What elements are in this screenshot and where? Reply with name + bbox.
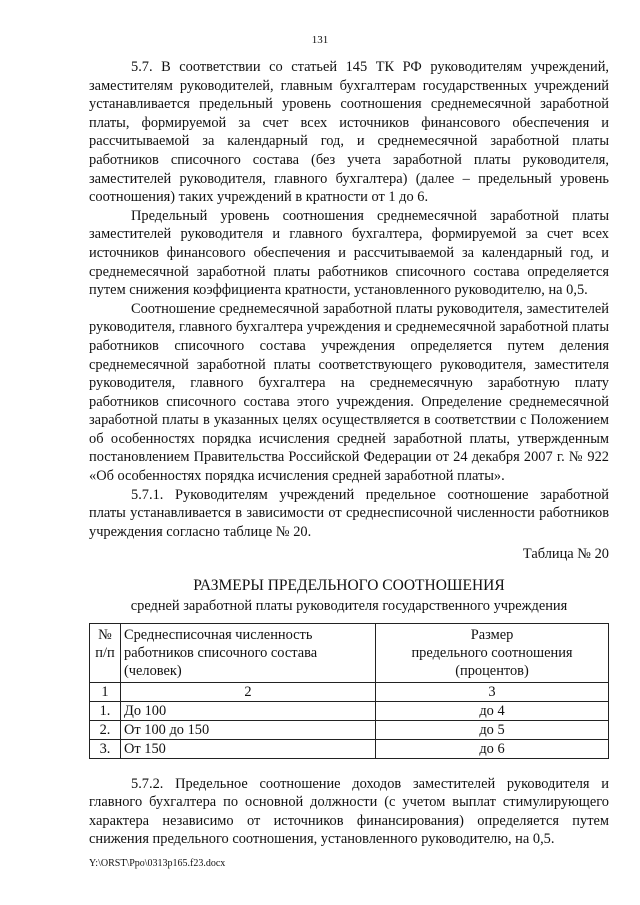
table-index-row [90, 682, 609, 701]
header-num: № п/п [90, 623, 121, 682]
footer-file-path: Y:\ORST\Ppo\0313p165.f23.docx [89, 858, 226, 869]
paragraph-5-7-1: 5.7.1. Руководителям учреждений предельное соотношение заработной платы устанавливается в зависимости от среднесписочной численности работников учреждения согласно таблице № 20. [89, 486, 609, 540]
table-row [90, 701, 609, 720]
paragraph-deputy-ratio: Предельный уровень соотношения среднемесячной заработной платы заместителей руководителя и главного бухгалтера, формируемой за счет всех источников финансового обеспечения и рассчитываемой за календарный год, и среднемесячной заработной платы работников списочного состава определяется путем снижения коэффициента кратности, установленного руководителю, на 0,5. [89, 207, 609, 299]
index-cell: 1 [90, 682, 121, 701]
index-cell: 2 [121, 682, 376, 701]
paragraph-5-7: 5.7. В соответствии со статьей 145 ТК РФ руководителям учреждений, заместителям руководителей, главным бухгалтерам государственных учреждений устанавливается предельный уровень соотношения среднемесячной заработной платы, формируемой за счет всех источников финансового обеспечения и рассчитываемой за календарный год, и среднемесячной заработной платы работников списочного состава (без учета заработной платы руководителя, заместителей руководителя, главного бухгалтера) (далее – предельный уровень соотношения) таких учреждений в кратности от 1 до 6. [89, 59, 609, 206]
paragraph-5-7-2: 5.7.2. Предельное соотношение доходов заместителей руководителя и главного бухгалтера по основной должности (с учетом выплат стимулирующего характера независимо от источников финансирования) определяется путем снижения предельного соотношения, установленного руководителю, на 0,5. [89, 775, 609, 848]
row-count: От 150 [121, 739, 376, 758]
table-subtitle: средней заработной платы руководителя государственного учреждения [130, 598, 568, 615]
table-row [90, 720, 609, 739]
table-row [90, 739, 609, 758]
ratio-table [89, 623, 609, 759]
table-title: РАЗМЕРЫ ПРЕДЕЛЬНОГО СООТНОШЕНИЯ [193, 577, 505, 595]
index-cell: 3 [376, 682, 609, 701]
table-caption: Таблица № 20 [522, 546, 609, 563]
row-num: 1. [90, 701, 121, 720]
row-num: 2. [90, 720, 121, 739]
row-ratio: до 5 [376, 720, 609, 739]
row-ratio: до 6 [376, 739, 609, 758]
row-count: До 100 [121, 701, 376, 720]
document-body [89, 58, 609, 849]
header-ratio: Размер предельного соотношения (процентов) [376, 623, 609, 682]
table-header-row [90, 623, 609, 682]
header-count: Среднесписочная численность работников списочного состава (человек) [121, 623, 376, 682]
paragraph-ratio-calculation: Соотношение среднемесячной заработной платы руководителя, заместителей руководителя, главного бухгалтера учреждения и среднемесячной заработной платы работников списочного состава учреждения определяется путем деления среднемесячной заработной платы соответствующего руководителя, заместителя руководителя, главного бухгалтера на среднемесячную заработную плату работников списочного состава этого учреждения. Определение среднемесячной заработной платы в указанных целях осуществляется в соответствии с Положением об особенностях порядка исчисления средней заработной платы, утвержденным постановлением Правительства Российской Федерации от 24 декабря 2007 г. № 922 «Об особенностях порядка исчисления средней заработной платы». [89, 300, 609, 485]
page-number: 131 [311, 34, 329, 46]
row-num: 3. [90, 739, 121, 758]
row-count: От 100 до 150 [121, 720, 376, 739]
row-ratio: до 4 [376, 701, 609, 720]
